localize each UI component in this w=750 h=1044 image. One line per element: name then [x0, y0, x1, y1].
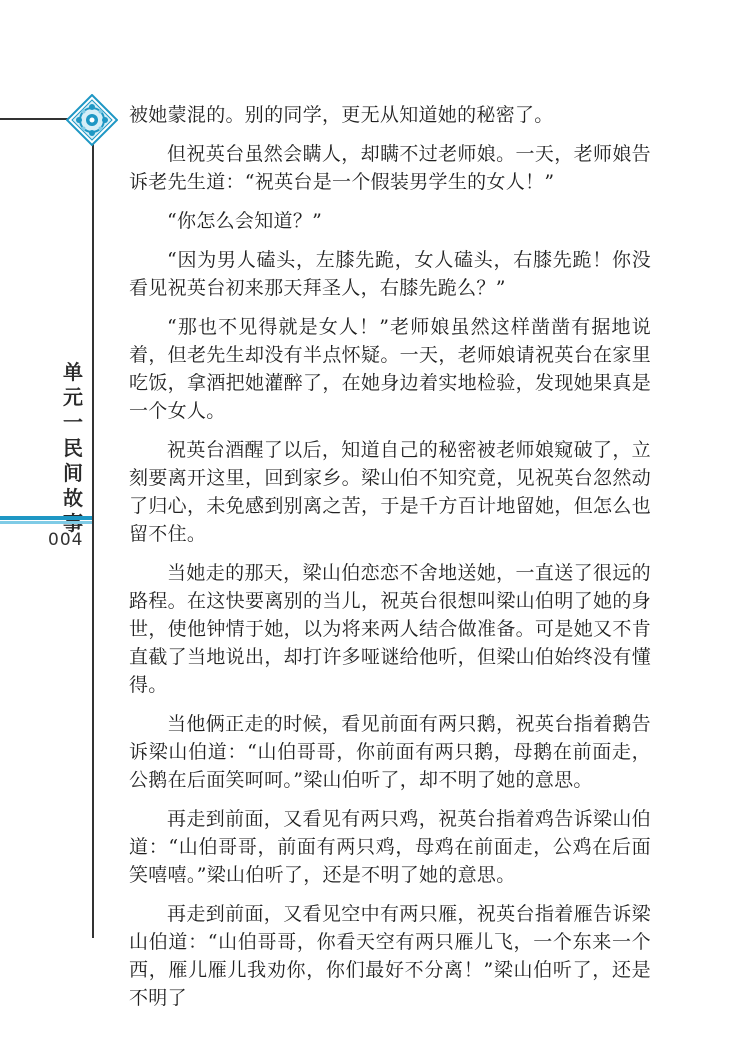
- paragraph: 再走到前面，又看见空中有两只雁，祝英台指着雁告诉梁山伯道：“山伯哥哥，你看天空有两只雁儿飞，一个东来一个西，雁儿雁儿我劝你，你们最好不分离！”梁山伯听了，还是不明了: [129, 903, 651, 1009]
- paragraph: 祝英台酒醒了以后，知道自己的秘密被老师娘窥破了，立刻要离开这里，回到家乡。梁山伯不知究竟，见祝英台忽然动了归心，未免感到别离之苦，于是千方百计地留她，但怎么也留不住。: [129, 439, 651, 545]
- paragraph: 但祝英台虽然会瞒人，却瞒不过老师娘。一天，老师娘告诉老先生道：“祝英台是一个假装男学生的女人！”: [129, 143, 651, 193]
- page-number: 004: [48, 530, 84, 550]
- paragraph: 当她走的那天，梁山伯恋恋不舍地送她，一直送了很远的路程。在这快要离别的当儿，祝英台很想叫梁山伯明了她的身世，使他钟情于她，以为将来两人结合做准备。可是她又不肯直截了当地说出，却打许多哑谜给他听，但梁山伯始终没有懂得。: [129, 562, 651, 696]
- body-text: [129, 101, 651, 1023]
- chapter-label: 民间故事: [63, 436, 83, 535]
- paragraph: 再走到前面，又看见有两只鸡，祝英台指着鸡告诉梁山伯道：“山伯哥哥，前面有两只鸡，母鸡在前面走，公鸡在后面笑嘻嘻。”梁山伯听了，还是不明了她的意思。: [129, 808, 651, 886]
- accent-band-light: [0, 521, 92, 524]
- paragraph: 当他俩正走的时候，看见前面有两只鹅，祝英台指着鹅告诉梁山伯道：“山伯哥哥，你前面有两只鹅，母鹅在前面走，公鹅在后面笑呵呵。”梁山伯听了，却不明了她的意思。: [129, 713, 651, 791]
- accent-band: [0, 516, 92, 520]
- paragraph: “你怎么会知道？”: [167, 210, 323, 232]
- paragraph: 被她蒙混的。别的同学，更无从知道她的秘密了。: [129, 104, 554, 126]
- paragraph: “因为男人磕头，左膝先跪，女人磕头，右膝先跪！你没看见祝英台初来那天拜圣人，右膝先跪么？”: [129, 249, 651, 299]
- unit-label: 单元一: [63, 360, 83, 434]
- paragraph: “那也不见得就是女人！”老师娘虽然这样凿凿有据地说着，但老先生却没有半点怀疑。一天，老师娘请祝英台在家里吃饭，拿酒把她灌醉了，在她身边着实地检验，发现她果真是一个女人。: [129, 316, 651, 422]
- margin-rule: [92, 118, 94, 938]
- diamond-knot-ornament-icon: [66, 94, 118, 146]
